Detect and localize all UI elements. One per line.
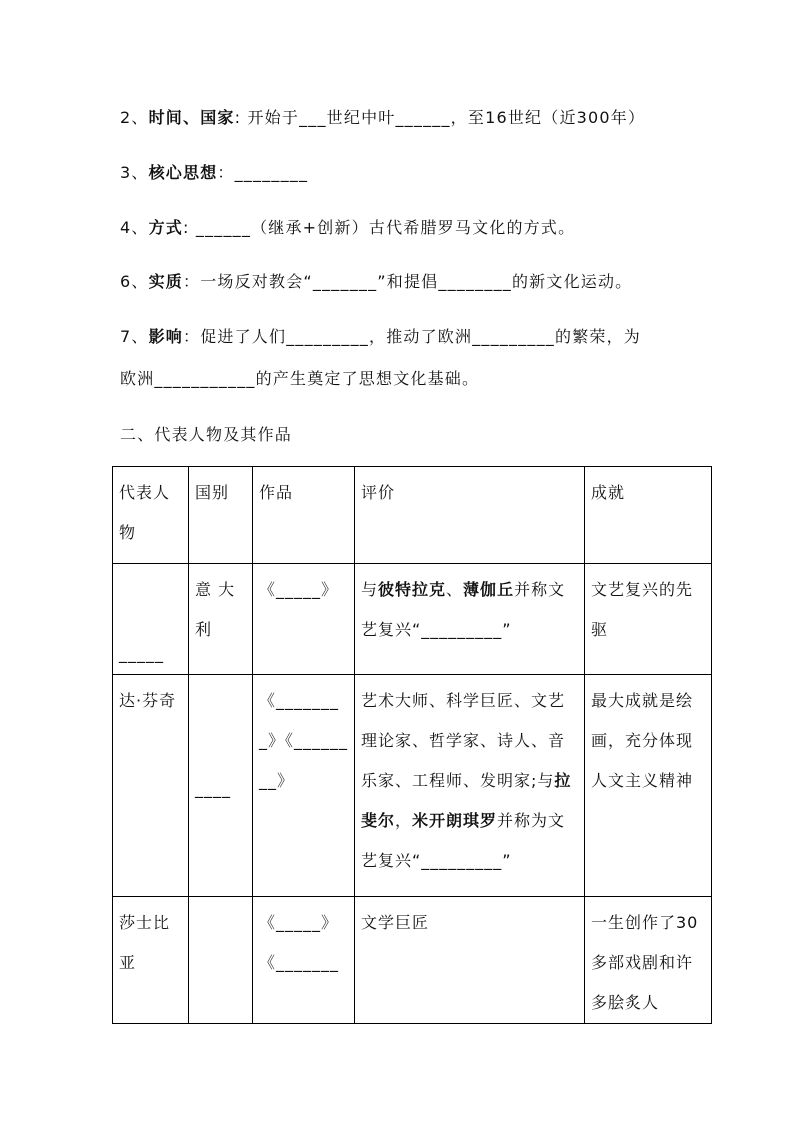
- item-label: 核心思想: [148, 163, 218, 182]
- item-text: ：促进了人们_________，推动了欧洲_________的繁荣，为: [183, 327, 642, 346]
- representatives-table: [112, 466, 712, 1024]
- cell-works: 《_____》: [253, 564, 355, 675]
- item-3-core-idea: [120, 162, 308, 184]
- item-text: 欧洲___________的产生奠定了思想文化基础。: [120, 369, 480, 388]
- item-2-time-country: [120, 107, 645, 129]
- header-country: 国别: [189, 467, 253, 564]
- cell-achievement: 文艺复兴的先驱: [585, 564, 712, 675]
- cell-evaluation: 文学巨匠: [355, 897, 585, 1024]
- table-header-row: [113, 467, 712, 564]
- cell-country: 意 大 利: [189, 564, 253, 675]
- item-text: ：________: [217, 163, 309, 182]
- item-7-influence-cont: [120, 368, 479, 390]
- item-number: 4、: [120, 218, 149, 237]
- header-works: 作品: [253, 467, 355, 564]
- cell-person: 莎士比亚: [113, 897, 189, 1024]
- cell-achievement: 一生创作了30多部戏剧和许多脍炙人: [585, 897, 712, 1024]
- item-number: 6、: [120, 272, 149, 291]
- item-6-essence: [120, 271, 632, 293]
- cell-person: _____: [113, 564, 189, 675]
- item-text: : ______（继承+创新）古代希腊罗马文化的方式。: [183, 218, 576, 237]
- item-text: : 开始于___世纪中叶______，至16世纪（近300年）: [234, 108, 646, 127]
- table-row: [113, 897, 712, 1024]
- item-7-influence: [120, 326, 641, 348]
- cell-country: [189, 897, 253, 1024]
- cell-person: 达·芬奇: [113, 675, 189, 897]
- cell-works: 《________》《________》: [253, 675, 355, 897]
- cell-works: 《_____》《_______: [253, 897, 355, 1024]
- section-title: 二、代表人物及其作品: [120, 425, 293, 444]
- table-row: [113, 564, 712, 675]
- item-number: 7、: [120, 327, 149, 346]
- item-number: 2、: [120, 108, 149, 127]
- cell-achievement: 最大成就是绘画，充分体现人文主义精神: [585, 675, 712, 897]
- cell-evaluation: 与彼特拉克、薄伽丘并称文艺复兴“_________”: [355, 564, 585, 675]
- header-evaluation: 评价: [355, 467, 585, 564]
- table-row: [113, 675, 712, 897]
- item-label: 方式: [148, 218, 183, 237]
- header-person: 代表人物: [113, 467, 189, 564]
- item-4-method: [120, 217, 575, 239]
- item-label: 时间、国家: [148, 108, 235, 127]
- item-text: ：一场反对教会“_______”和提倡________的新文化运动。: [183, 272, 633, 291]
- item-label: 影响: [148, 327, 183, 346]
- cell-country: ____: [189, 675, 253, 897]
- cell-evaluation: 艺术大师、科学巨匠、文艺理论家、哲学家、诗人、音乐家、工程师、发明家;与拉斐尔，米开朗琪罗并称为文艺复兴“_________”: [355, 675, 585, 897]
- header-achievement: 成就: [585, 467, 712, 564]
- item-label: 实质: [148, 272, 183, 291]
- item-number: 3、: [120, 163, 149, 182]
